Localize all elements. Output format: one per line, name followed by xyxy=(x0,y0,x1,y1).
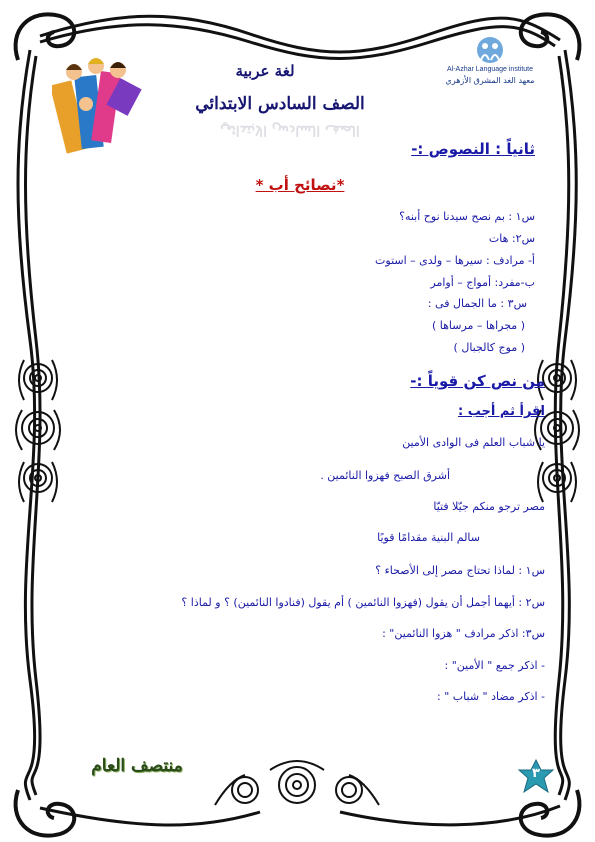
grade-title-reflection: الصف السادس الابتدائي xyxy=(220,122,360,138)
section-texts-heading: ثانياً : النصوص :- xyxy=(411,140,535,158)
kids-books-illustration xyxy=(52,52,144,158)
poem-question: س٢ : أيهما أجمل أن يقول (فهزوا النائمين ) أم يقول (فنادوا النائمين) ؟ و لماذا ؟ xyxy=(181,596,545,609)
poem-verse: أشرق الصبح فهزوا النائمين . xyxy=(320,469,450,482)
poem-question: س١ : لماذا تحتاج مصر إلى الأصحاء ؟ xyxy=(375,564,545,577)
text-question-line: س٢: هات xyxy=(488,232,535,245)
poem-question: - اذكر مضاد " شباب " : xyxy=(437,690,545,703)
subject-title: لغة عربية xyxy=(235,62,295,80)
section-poem-subheading: اقرأ ثم أجب : xyxy=(458,404,545,419)
poem-question: س٣: اذكر مرادف " هزوا النائمين" : xyxy=(382,627,545,640)
section-poem-heading: من نص كن قوياً :- xyxy=(410,372,545,390)
text-question-line: ( مجراها – مرساها ) xyxy=(431,319,525,332)
text-question-line: س١ : بم نصح سيدنا نوح أبنه؟ xyxy=(399,210,535,223)
logo-emblem-icon xyxy=(476,36,504,64)
poem-question: - اذكر جمع " الأمين" : xyxy=(444,659,545,672)
poem-verse: سالم البنية مقدامًا قويًا xyxy=(377,531,480,544)
poem-verse: مصر ترجو منكم جيّلا فتيّا xyxy=(433,500,545,513)
text-question-line: ب-مفرد: أمواج – أوامر xyxy=(430,276,535,289)
footer-term: منتصف العام xyxy=(91,756,183,776)
text-question-line: س٣ : ما الجمال فى : xyxy=(427,297,527,310)
section-texts-title: *نصائح أب * xyxy=(255,176,345,194)
poem-verse: يا شباب العلم فى الوادى الأمين xyxy=(402,436,545,449)
text-question-line: أ- مرادف : سيرها – ولدى – استوت xyxy=(375,254,535,267)
logo-name-en: Al-Azhar Language institute xyxy=(447,66,533,73)
institute-logo xyxy=(440,36,540,98)
page-number: ٣ xyxy=(532,766,540,781)
logo-name-ar: معهد الغد المشرق الأزهري xyxy=(445,76,535,85)
text-question-line: ( موج كالجبال ) xyxy=(453,341,525,354)
grade-title: الصف السادس الابتدائي xyxy=(195,94,365,114)
